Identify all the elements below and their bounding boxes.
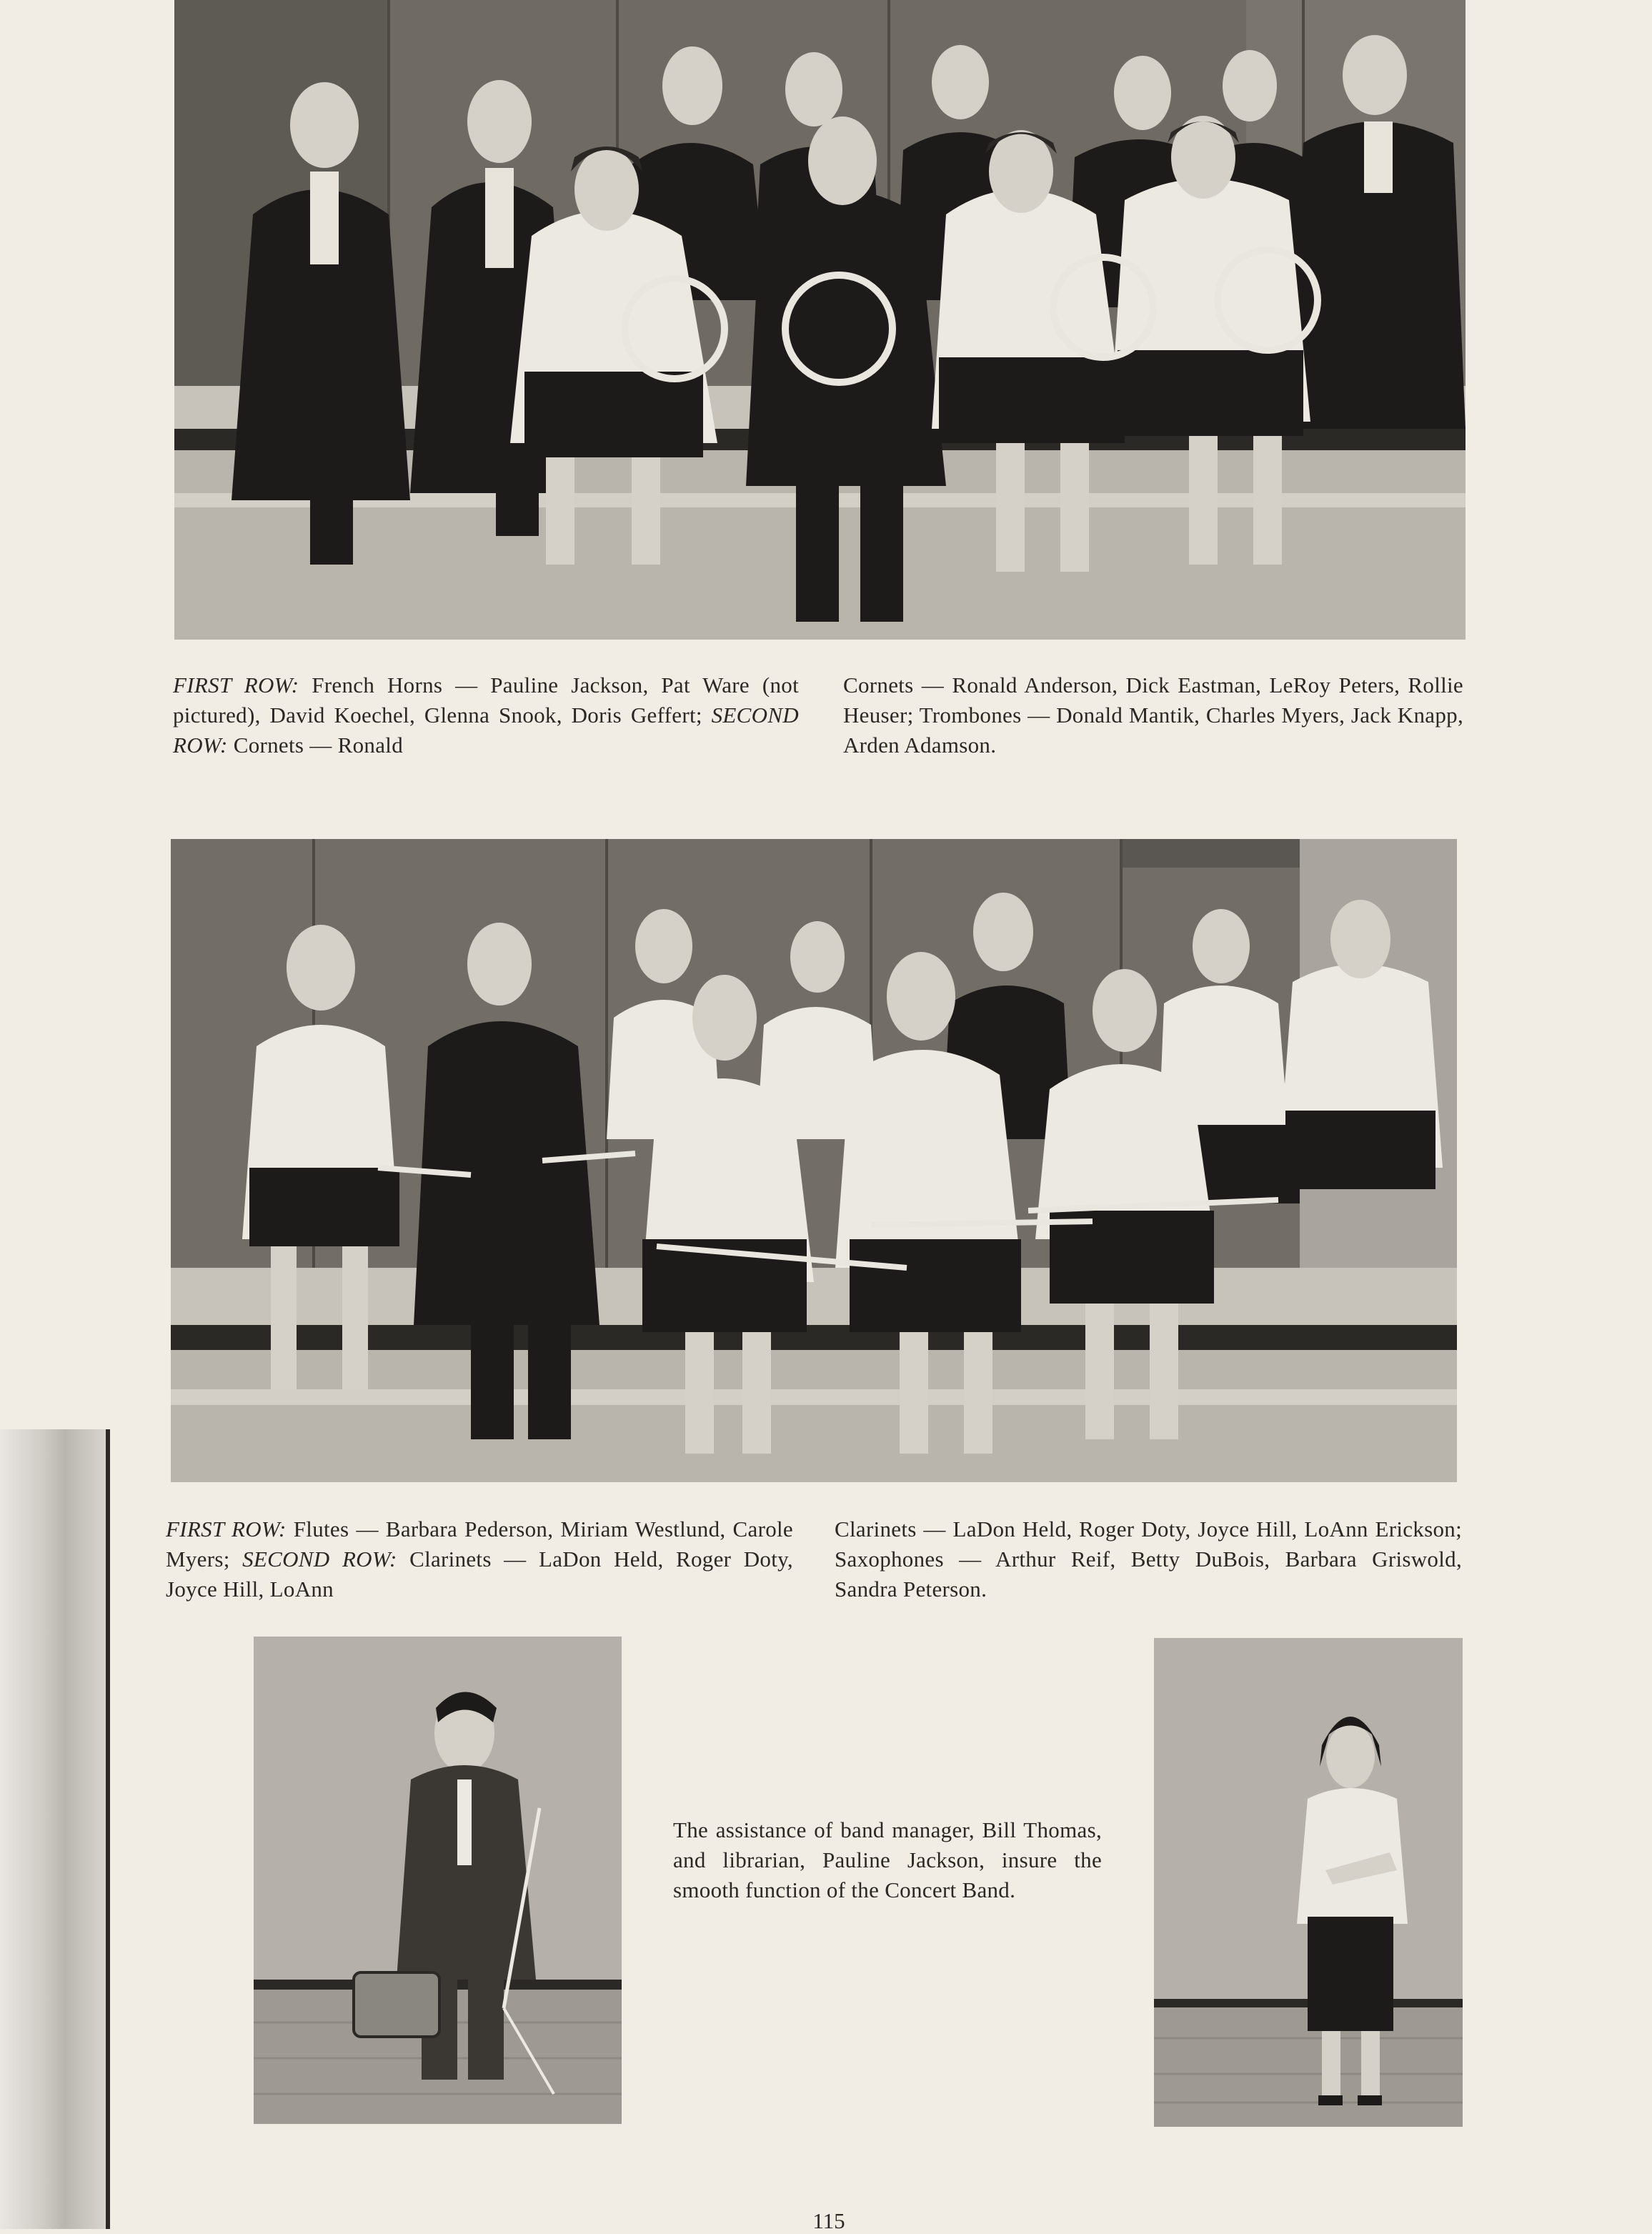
second-row-text: Cornets — Ronald Anderson, Dick Eastman, LeRoy Peters, Rollie Heuser; Trombones — Donald Mantik, Charles Myers, Jack Knapp, Arden Adamson. (843, 672, 1463, 758)
first-row-label: FIRST ROW: (166, 1516, 287, 1542)
second-row-label: SECOND ROW: (242, 1547, 397, 1572)
first-row-text: Flutes — Barbara Pederson, Miriam Westlund, Carole Myers; (166, 1516, 793, 1572)
staff-caption (673, 1815, 1102, 1935)
band-manager-photo (254, 1637, 622, 2124)
first-row-label: FIRST ROW: (173, 672, 299, 697)
second-row-label: SECOND ROW: (173, 703, 799, 758)
page-edge-strip (0, 1429, 107, 2229)
brass-section-photo (174, 0, 1466, 640)
woodwind-caption-right (835, 1514, 1462, 1602)
woodwind-section-photo (171, 839, 1457, 1482)
brass-caption-left (173, 670, 799, 760)
page-number: 115 (812, 2208, 845, 2233)
second-row-text-start: Cornets — Ronald (227, 733, 404, 758)
second-row-text-start: Clarinets — LaDon Held, Roger Doty, Joyce Hill, LoAnn (166, 1547, 793, 1602)
brass-caption-right (843, 670, 1463, 760)
woodwind-caption-left (166, 1514, 793, 1604)
librarian-photo (1154, 1638, 1463, 2127)
first-row-text: French Horns — Pauline Jackson, Pat Ware (not pictured), David Koechel, Glenna Snook, Doris Geffert; (173, 672, 799, 728)
staff-caption-text: The assistance of band manager, Bill Thomas, and librarian, Pauline Jackson, insure the smooth function of the Concert Band. (673, 1817, 1102, 1902)
second-row-text: Clarinets — LaDon Held, Roger Doty, Joyce Hill, LoAnn Erickson; Saxophones — Arthur Reif, Betty DuBois, Barbara Griswold, Sandra Peterson. (835, 1516, 1462, 1602)
